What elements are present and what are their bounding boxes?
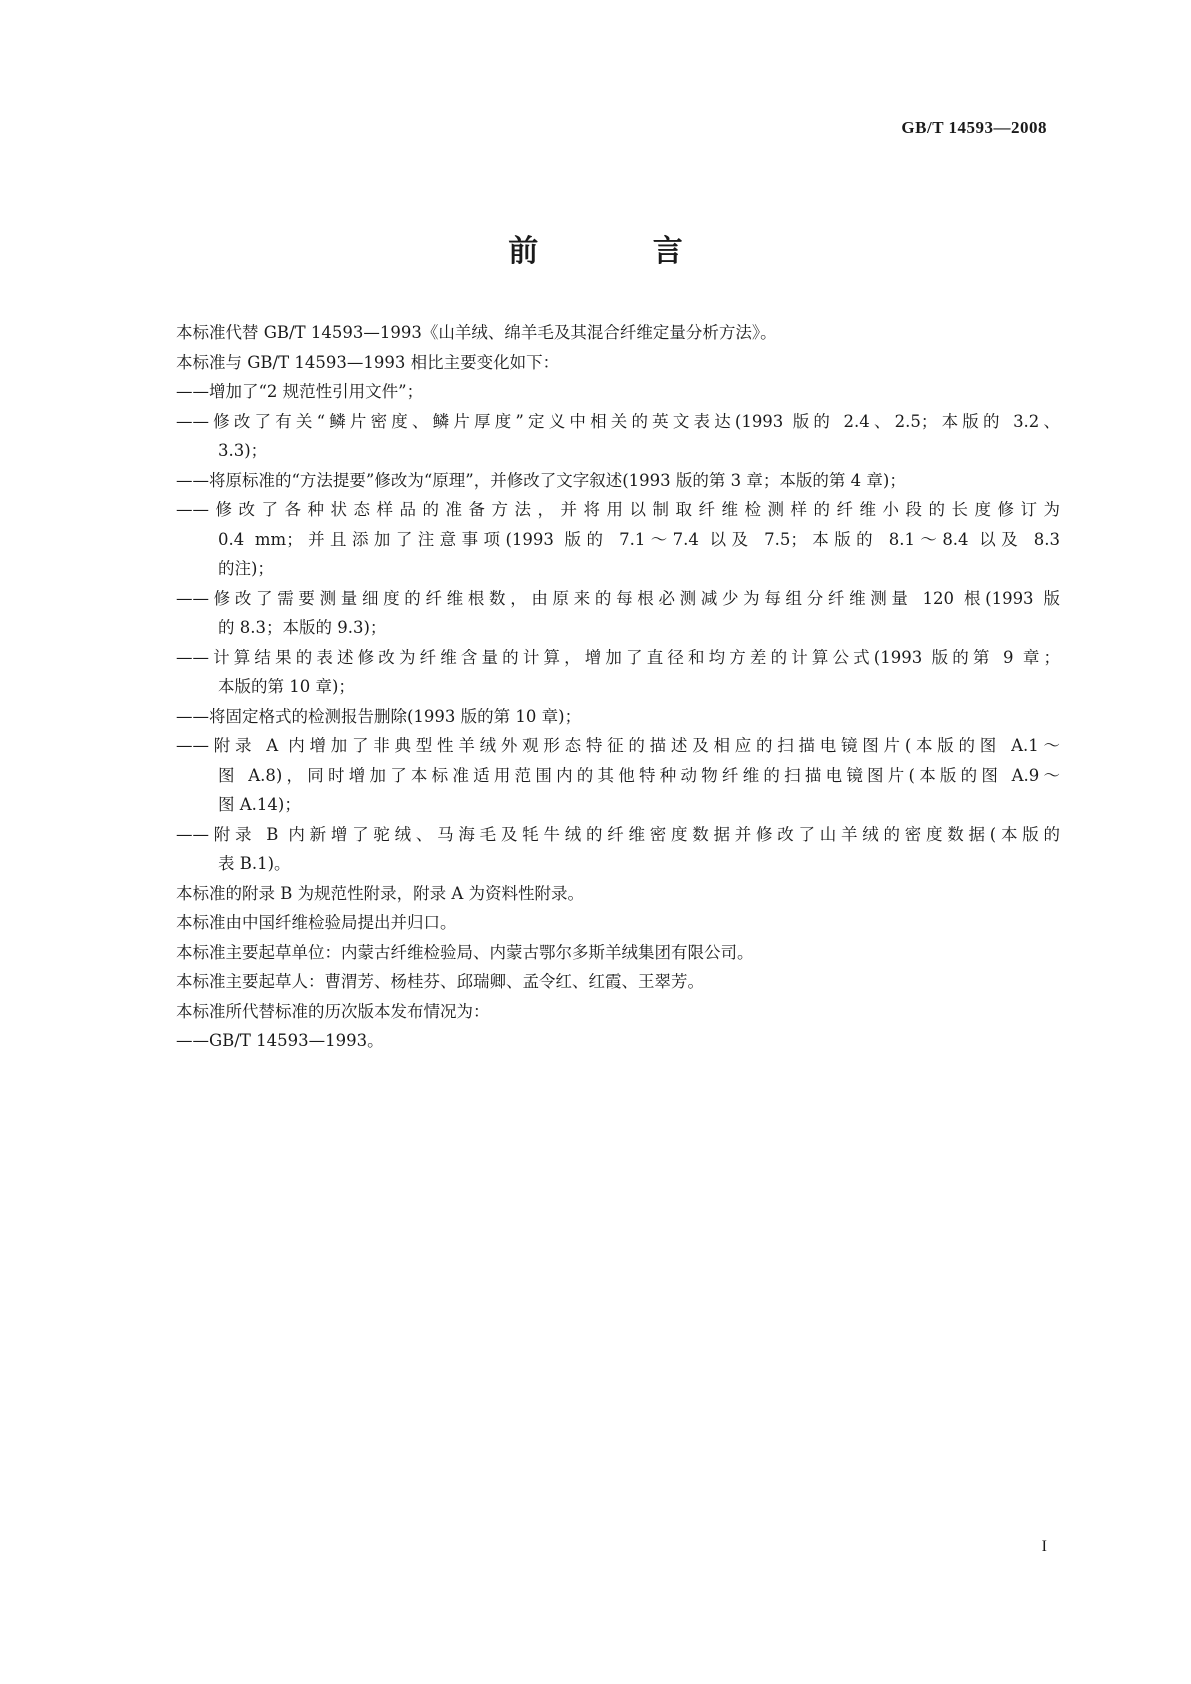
list-item xyxy=(176,731,1060,820)
paragraph: 本标准主要起草单位：内蒙古纤维检验局、内蒙古鄂尔多斯羊绒集团有限公司。 xyxy=(176,942,754,962)
list-item xyxy=(176,495,1060,584)
list-item-continuation: 的 8.3；本版的 9.3)； xyxy=(218,618,387,637)
list-item xyxy=(176,466,1060,496)
list-item-continuation: 0.4 mm；并且添加了注意事项(1993 版的 7.1～7.4 以及 7.5；本版的 8.1～8.4 以及 8.3 xyxy=(218,529,1060,549)
list-item xyxy=(176,584,1060,643)
list-item-text: ——修改了有关“鳞片密度、鳞片厚度”定义中相关的英文表达(1993 版的 2.4、2.5；本版的 3.2、 xyxy=(176,411,1060,431)
list-item-text: ——增加了“2 规范性引用文件”； xyxy=(176,382,424,401)
list-item-continuation: 表 B.1)。 xyxy=(218,854,291,873)
page-number: I xyxy=(1041,1538,1047,1555)
foreword-body xyxy=(176,318,1060,1056)
list-item-text: ——附录 B 内新增了驼绒、马海毛及牦牛绒的纤维密度数据并修改了山羊绒的密度数据(本版的 xyxy=(176,824,1060,844)
paragraph: 本标准代替 GB/T 14593—1993《山羊绒、绵羊毛及其混合纤维定量分析方法》。 xyxy=(176,323,777,342)
list-item xyxy=(176,820,1060,879)
list-item-text: ——修改了各种状态样品的准备方法，并将用以制取纤维检测样的纤维小段的长度修订为 xyxy=(176,500,1060,519)
changes-list xyxy=(176,377,1060,879)
list-item-text: ——将原标准的“方法提要”修改为“原理”，并修改了文字叙述(1993 版的第 3 章；本版的第 4 章)； xyxy=(176,470,906,490)
list-item-continuation: 本版的第 10 章)； xyxy=(218,677,355,696)
paragraph: 本标准主要起草人：曹渭芳、杨桂芬、邱瑞卿、孟令红、红霞、王翠芳。 xyxy=(176,972,704,991)
list-item-continuation: 图 A.14)； xyxy=(218,795,301,814)
paragraph: 本标准由中国纤维检验局提出并归口。 xyxy=(176,913,457,932)
paragraph: 本标准的附录 B 为规范性附录，附录 A 为资料性附录。 xyxy=(176,883,585,903)
list-item xyxy=(176,377,1060,407)
list-item-text: ——计算结果的表述修改为纤维含量的计算，增加了直径和均方差的计算公式(1993 版的第 9 章； xyxy=(176,647,1060,667)
previous-edition-item: ——GB/T 14593—1993。 xyxy=(176,1031,384,1050)
list-item-text: ——附录 A 内增加了非典型性羊绒外观形态特征的描述及相应的扫描电镜图片(本版的图 A.1～ xyxy=(176,736,1060,755)
standard-code: GB/T 14593—2008 xyxy=(901,118,1047,137)
paragraph: 本标准所代替标准的历次版本发布情况为： xyxy=(176,1001,490,1021)
paragraph: 本标准与 GB/T 14593—1993 相比主要变化如下： xyxy=(176,352,560,372)
list-item xyxy=(176,702,1060,732)
list-item-text: ——将固定格式的检测报告删除(1993 版的第 10 章)； xyxy=(176,706,582,726)
list-item-continuation: 3.3)； xyxy=(218,441,268,460)
list-item xyxy=(176,643,1060,702)
list-item-continuation: 图 A.8)，同时增加了本标准适用范围内的其他特种动物纤维的扫描电镜图片(本版的图 A.9～ xyxy=(218,765,1060,785)
list-item xyxy=(176,407,1060,466)
page-title: 前 言 xyxy=(508,234,735,269)
list-item-continuation: 的注)； xyxy=(218,559,274,578)
list-item-text: ——修改了需要测量细度的纤维根数，由原来的每根必测减少为每组分纤维测量 120 根(1993 版 xyxy=(176,588,1060,608)
